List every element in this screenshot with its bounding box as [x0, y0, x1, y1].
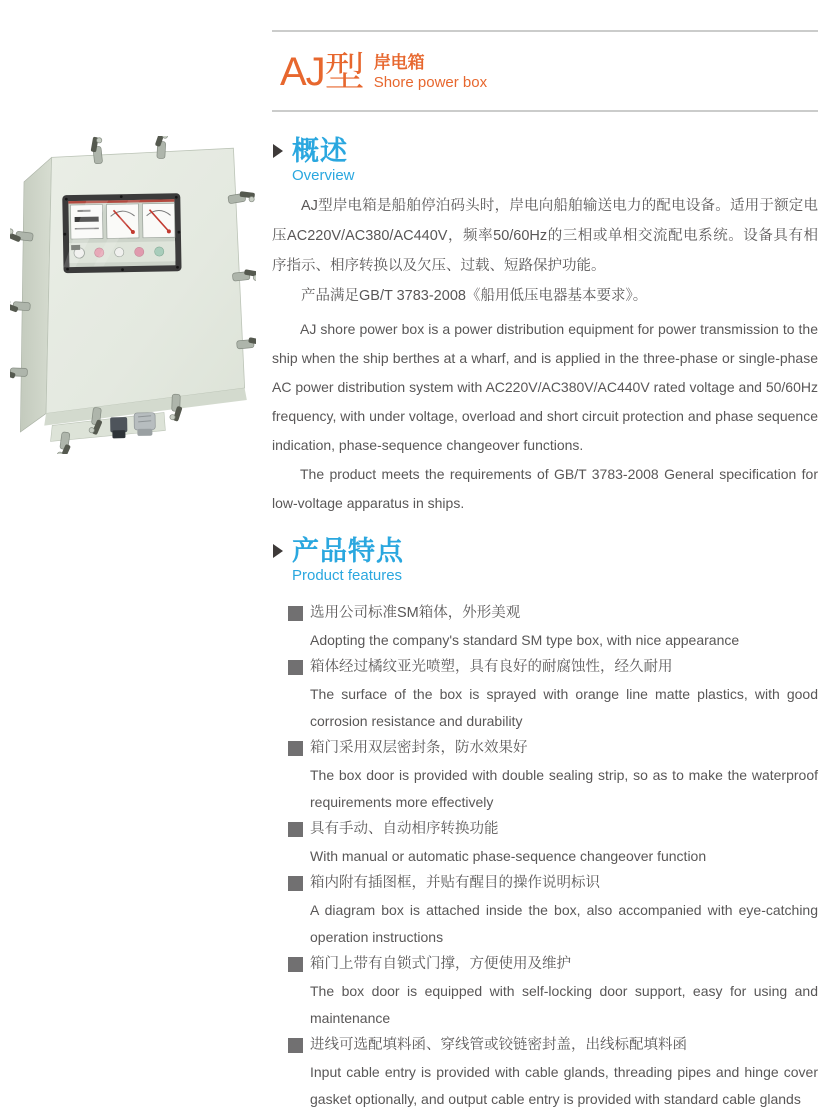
feature-item	[272, 816, 818, 870]
features-heading	[272, 537, 818, 585]
overview-heading	[272, 137, 818, 185]
feature-item	[272, 951, 818, 1032]
square-bullet-icon	[288, 822, 303, 837]
overview-paragraph-en: AJ shore power box is a power distribution equipment for power transmission to the ship when the ship berthes at a wharf, and is applied in the three-phase or single-phase AC power distribution system with AC220V/AC380V/AC440V rated voltage and 50/60Hz frequency, with under voltage, overload and short circuit protection and phase sequence indication, phase-sequence changeover functions.	[272, 321, 818, 453]
overview-paragraph-cn: AJ型岸电箱是船舶停泊码头时，岸电向船舶输送电力的配电设备。适用于额定电压AC220V/AC380/AC440V，频率50/60Hz的三相或单相交流配电系统。设备具有相序指示、相序转换以及欠压、过载、短路保护功能。	[272, 198, 818, 274]
feature-text-cn: 具有手动、自动相序转换功能	[310, 821, 499, 837]
square-bullet-icon	[288, 606, 303, 621]
feature-cn-row	[272, 870, 818, 897]
product-model: AJ型	[280, 50, 364, 94]
feature-text-en: Adopting the company's standard SM type box, with nice appearance	[310, 632, 740, 648]
features-title-cn: 产品特点	[292, 536, 404, 566]
meter-3	[142, 203, 175, 238]
product-photo	[10, 136, 256, 454]
feature-text-cn: 箱门采用双层密封条，防水效果好	[310, 740, 528, 756]
feature-item	[272, 654, 818, 735]
square-bullet-icon	[288, 876, 303, 891]
feature-cn-row	[272, 735, 818, 762]
square-bullet-icon	[288, 741, 303, 756]
overview-paragraph-en: The product meets the requirements of GB/T 3783-2008 General specification for low-voltage apparatus in ships.	[272, 466, 818, 511]
feature-text-en: With manual or automatic phase-sequence changeover function	[310, 848, 707, 864]
square-bullet-icon	[288, 660, 303, 675]
feature-text-en: The box door is provided with double sealing strip, so as to make the waterproof requirements more effectively	[310, 767, 818, 810]
feature-item	[272, 870, 818, 951]
square-bullet-icon	[288, 1038, 303, 1053]
feature-text-cn: 箱门上带有自锁式门撑，方便使用及维护	[310, 956, 571, 972]
feature-item	[272, 1032, 818, 1113]
header-rule-bottom	[272, 110, 818, 112]
meter-window	[62, 193, 181, 273]
section-arrow-icon	[273, 544, 283, 558]
section-features	[272, 537, 818, 1113]
overview-title-en: Overview	[292, 167, 355, 184]
features-heading-text	[292, 537, 404, 585]
feature-text-en: A diagram box is attached inside the box, also accompanied with eye-catching operation instructions	[310, 902, 818, 945]
feature-text-en: Input cable entry is provided with cable glands, threading pipes and hinge cover gasket optionally, and output cable entry is provided with standard cable glands	[310, 1064, 818, 1107]
product-title	[272, 32, 818, 110]
feature-text-en: The box door is equipped with self-locking door support, easy for using and maintenance	[310, 983, 818, 1026]
section-arrow-icon	[273, 144, 283, 158]
feature-text-cn: 箱内附有插图框，并贴有醒目的操作说明标识	[310, 875, 600, 891]
product-name-cn: 岸电箱	[373, 53, 425, 72]
feature-cn-row	[272, 951, 818, 978]
feature-text-en: The surface of the box is sprayed with orange line matte plastics, with good corrosion resistance and durability	[310, 686, 818, 729]
feature-item	[272, 735, 818, 816]
feature-cn-row	[272, 1032, 818, 1059]
content-column	[272, 0, 818, 1113]
feature-item	[272, 600, 818, 654]
square-bullet-icon	[288, 957, 303, 972]
feature-cn-row	[272, 600, 818, 627]
overview-title-cn: 概述	[292, 136, 348, 166]
product-names	[374, 52, 487, 92]
overview-paragraph-cn: 产品满足GB/T 3783-2008《船用低压电器基本要求》。	[301, 288, 648, 304]
overview-heading-text	[292, 137, 355, 185]
product-name-en: Shore power box	[373, 74, 488, 91]
feature-cn-row	[272, 816, 818, 843]
feature-text-cn: 选用公司标准SM箱体，外形美观	[310, 605, 521, 621]
section-overview	[272, 137, 818, 518]
feature-text-cn: 箱体经过橘纹亚光喷塑，具有良好的耐腐蚀性，经久耐用	[310, 659, 673, 675]
feature-text-cn: 进线可选配填料函、穿线管或铰链密封盖，出线标配填料函	[310, 1037, 687, 1053]
feature-cn-row	[272, 654, 818, 681]
shore-power-box-image	[10, 136, 256, 454]
features-title-en: Product features	[292, 567, 403, 584]
feature-list	[272, 600, 818, 1113]
